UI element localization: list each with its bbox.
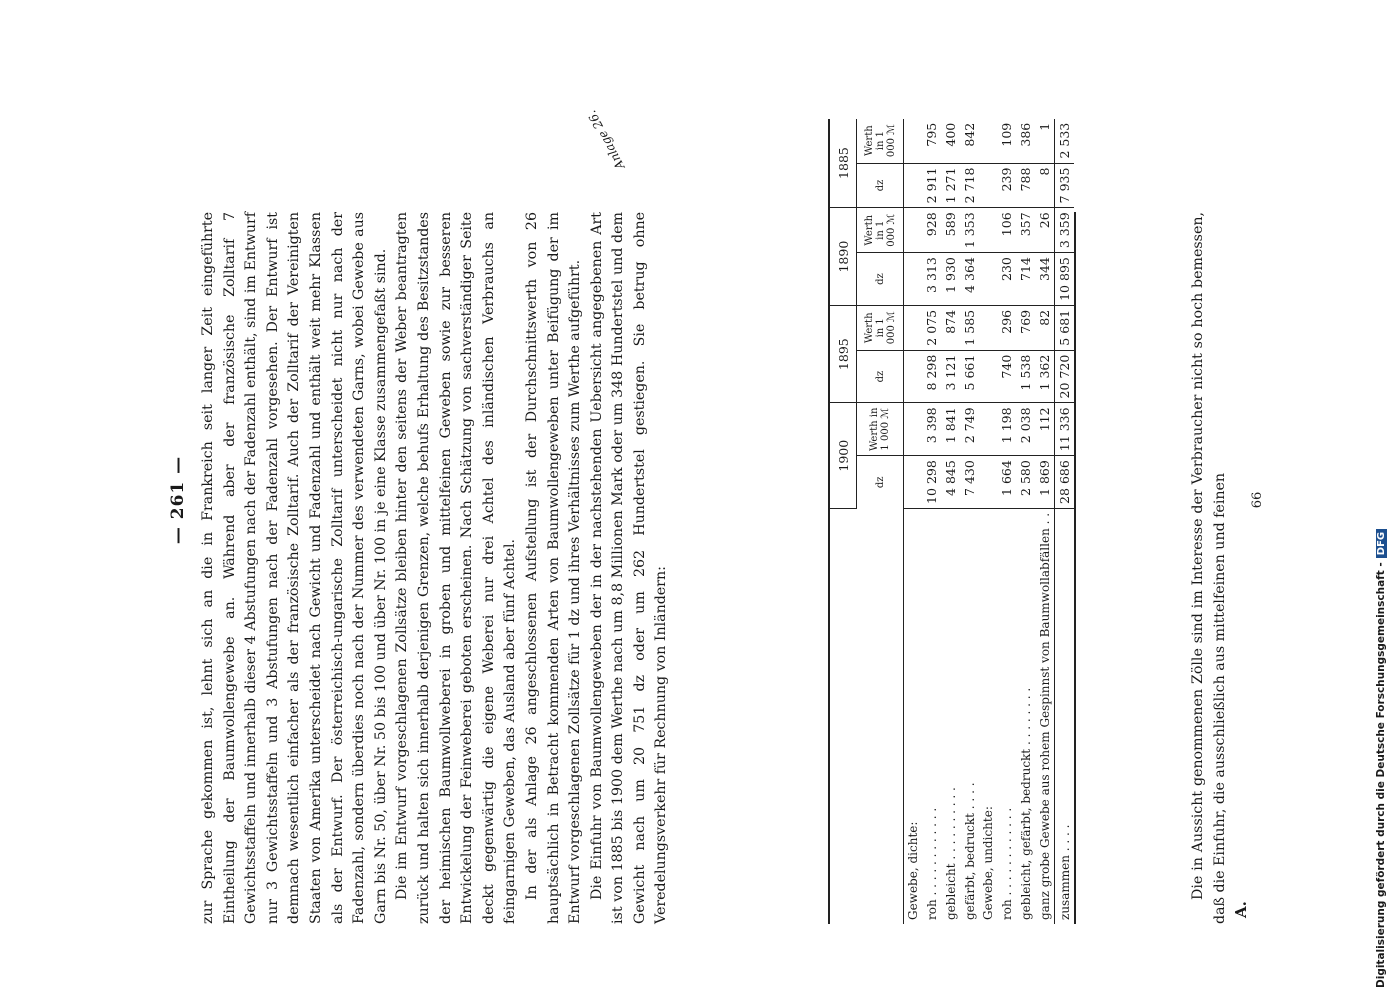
row-label: ganz grobe Gewebe aus rohem Gespinnst von Baumwollabfällen . .	[1037, 512, 1052, 920]
table-cell	[979, 456, 997, 509]
table-body	[904, 119, 1075, 924]
digitization-credit	[1375, 18, 1387, 988]
table-cell	[979, 350, 997, 403]
paragraph: In der als Anlage 26 angeschlossenen Aufstellung ist der Durchschnittswerth von 26 hauptsächlich in Betracht kommenden Arten von Baumwollengeweben unter Beifügung der im Entwurf vorgeschlagenen Zollsätze für 1 dz und ihres Verhältnisses zum Werthe aufgeführt.	[523, 212, 584, 924]
row-label: roh . . . . . . . . . . . .	[924, 807, 939, 920]
table-cell	[904, 456, 923, 509]
table-cell: 5 681	[1055, 305, 1075, 350]
table-cell: 357	[1016, 208, 1035, 253]
table-cell: 1 930	[941, 253, 960, 306]
table-cell: 2 718	[960, 163, 979, 208]
paragraph: zur Sprache gekommen ist, lehnt sich an die in Frankreich seit langer Zeit eingeführte Eintheilung der Baumwollengewebe an. Während aber der französische Zolltarif 7 Gewichtsstaffeln und innerhalb dieser 4 Abstufungen nach der Fadenzahl enthält, sind im Entwurf nur 3 Gewichtsstaffeln und 3 Abstufungen nach der Fadenzahl vorgesehen. Der Entwurf ist demnach wesentlich einfacher als der französische Zolltarif. Auch der Zolltarif der Vereinigten Staaten von Amerika unterscheidet nach Gewicht und Fadenzahl und enthält weit mehr Klassen als der Entwurf. Der österreichisch-ungarische Zolltarif unterscheidet nicht nur nach der Fadenzahl, sondern überdies noch nach der Nummer des verwendeten Garns, wobei Gewebe aus Garn bis Nr. 50, über Nr. 50 bis 100 und über Nr. 100 in je eine Klasse zusammengefaßt sind.	[200, 212, 389, 924]
table-cell: 112	[1035, 403, 1055, 456]
col-wert: Werth in 1 000 ℳ	[857, 305, 904, 350]
credit-text: Digitalisierung gefördert durch die Deutsche Forschungsgemeinschaft -	[1375, 562, 1387, 988]
table-cell: 788	[1016, 163, 1035, 208]
signature-mark: A.	[1232, 901, 1250, 918]
col-dz: dz	[857, 253, 904, 306]
table-cell: 2 749	[960, 403, 979, 456]
table-cell	[904, 253, 923, 306]
table-cell	[904, 350, 923, 403]
table-cell: 1 869	[1035, 456, 1055, 509]
table-cell	[904, 403, 923, 456]
table-cell: 1 585	[960, 305, 979, 350]
table-row	[904, 119, 923, 924]
table-cell: 10 895	[1055, 253, 1075, 306]
table-row	[997, 119, 1016, 924]
table-cell: 2 911	[922, 163, 941, 208]
table-cell: 11 336	[1055, 403, 1075, 456]
page-header: — 261 —	[168, 455, 188, 545]
table-cell: 1 271	[941, 163, 960, 208]
import-table	[828, 119, 1074, 924]
table-cell: 795	[922, 119, 941, 163]
row-label: gebleicht, gefärbt, bedruckt . . . . . . . .	[1018, 687, 1033, 920]
table-cell: 28 686	[1055, 456, 1075, 509]
table-cell: 3 398	[922, 403, 941, 456]
table-cell: 10 298	[922, 456, 941, 509]
table-cell: 400	[941, 119, 960, 163]
table-cell: 8	[1035, 163, 1055, 208]
table-cell: 2 075	[922, 305, 941, 350]
body-text	[198, 212, 673, 924]
table-cell: 1	[1035, 119, 1055, 163]
bottom-page-number: 66	[1250, 491, 1265, 509]
col-wert: Werth in 1 000 ℳ	[857, 119, 904, 163]
table-cell: 7 430	[960, 456, 979, 509]
col-wert: Werth in 1 000 ℳ	[857, 403, 904, 456]
table-cell: 589	[941, 208, 960, 253]
annex-label: Anlage 26.	[584, 107, 628, 172]
paragraph: Die Einfuhr von Baumwollengeweben der in der nachstehenden Uebersicht angegebenen Art ist von 1885 bis 1900 dem Werthe nach um 8,8 Millionen Mark oder um 348 Hundertstel und dem Gewicht nach um 20 751 dz oder um 262 Hundertstel gestiegen. Sie betrug ohne Veredelungsverkehr für Rechnung von Inländern:	[588, 212, 670, 924]
table-cell: 109	[997, 119, 1016, 163]
row-label: gebleicht . . . . . . . . . .	[943, 787, 958, 920]
table-cell: 1 538	[1016, 350, 1035, 403]
table-row	[941, 119, 960, 924]
table-cell	[979, 208, 997, 253]
table-cell	[904, 305, 923, 350]
table-cell	[904, 163, 923, 208]
table-cell: 3 359	[1055, 208, 1075, 253]
table-cell: 1 362	[1035, 350, 1055, 403]
table-cell: 8 298	[922, 350, 941, 403]
table-cell	[979, 403, 997, 456]
table-cell: 2 038	[1016, 403, 1035, 456]
table-cell: 3 313	[922, 253, 941, 306]
table-cell	[979, 305, 997, 350]
table-cell: 106	[997, 208, 1016, 253]
closing-text	[1188, 212, 1231, 924]
col-dz: dz	[857, 456, 904, 509]
row-label: zusammen . . . .	[1055, 508, 1075, 924]
table-cell: 4 364	[960, 253, 979, 306]
table-cell	[979, 253, 997, 306]
table-cell: 1 353	[960, 208, 979, 253]
table-row	[979, 119, 997, 924]
table-cell: 82	[1035, 305, 1055, 350]
table-row	[960, 119, 979, 924]
table-row	[1035, 119, 1055, 924]
dfg-logo: DFG	[1376, 529, 1387, 558]
table-cell: 2 580	[1016, 456, 1035, 509]
table-cell: 1 664	[997, 456, 1016, 509]
table-cell: 4 845	[941, 456, 960, 509]
table-cell: 1 198	[997, 403, 1016, 456]
table-cell: 928	[922, 208, 941, 253]
table-cell: 714	[1016, 253, 1035, 306]
table-cell: 874	[941, 305, 960, 350]
table-cell: 239	[997, 163, 1016, 208]
table-cell: 344	[1035, 253, 1055, 306]
row-label: Gewebe, dichte:	[906, 821, 920, 920]
col-dz: dz	[857, 350, 904, 403]
row-label: gefärbt, bedruckt . . . .	[962, 782, 977, 920]
table-cell: 842	[960, 119, 979, 163]
table-cell	[979, 119, 997, 163]
row-label: Gewebe, undichte:	[981, 806, 995, 920]
table-cell: 3 121	[941, 350, 960, 403]
year-header: 1895	[829, 305, 857, 403]
table-cell: 230	[997, 253, 1016, 306]
table-cell: 20 720	[1055, 350, 1075, 403]
table-rule	[1074, 212, 1076, 924]
table-total-row	[1055, 119, 1075, 924]
col-dz: dz	[857, 163, 904, 208]
table-cell: 769	[1016, 305, 1035, 350]
table-cell: 1 841	[941, 403, 960, 456]
table-cell	[979, 163, 997, 208]
table-cell: 2 533	[1055, 119, 1075, 163]
paragraph: Die in Aussicht genommenen Zölle sind im Interesse der Verbraucher nicht so hoch bemessen, daß die Einfuhr, die ausschließlich aus mittelfeinen und feinen	[1190, 212, 1228, 924]
table-row	[922, 119, 941, 924]
table-cell	[904, 208, 923, 253]
table-cell: 386	[1016, 119, 1035, 163]
table-cell: 26	[1035, 208, 1055, 253]
table-cell: 740	[997, 350, 1016, 403]
year-header: 1900	[829, 403, 857, 509]
year-header: 1890	[829, 208, 857, 306]
table-cell: 296	[997, 305, 1016, 350]
col-wert: Werth in 1 000 ℳ	[857, 208, 904, 253]
table-corner	[829, 508, 904, 924]
table-cell	[904, 119, 923, 163]
paragraph: Die im Entwurf vorgeschlagenen Zollsätze bleiben hinter den seitens der Weber beantragten zurück und halten sich innerhalb derjenigen Grenzen, welche behufs Erhaltung des Besitzstandes der heimischen Baumwollweberei in groben und mittelfeinen Geweben sowie zur besseren Entwickelung der Feinweberei geboten erscheinen. Nach Schätzung von sachverständiger Seite deckt gegenwärtig die eigene Weberei nur drei Achtel des inländischen Verbrauchs an feingarnigen Geweben, das Ausland aber fünf Achtel.	[394, 212, 519, 924]
table-row	[1016, 119, 1035, 924]
row-label: roh . . . . . . . . . . . .	[999, 807, 1014, 920]
table-cell: 7 935	[1055, 163, 1075, 208]
table-cell: 5 661	[960, 350, 979, 403]
year-header: 1885	[829, 119, 857, 208]
